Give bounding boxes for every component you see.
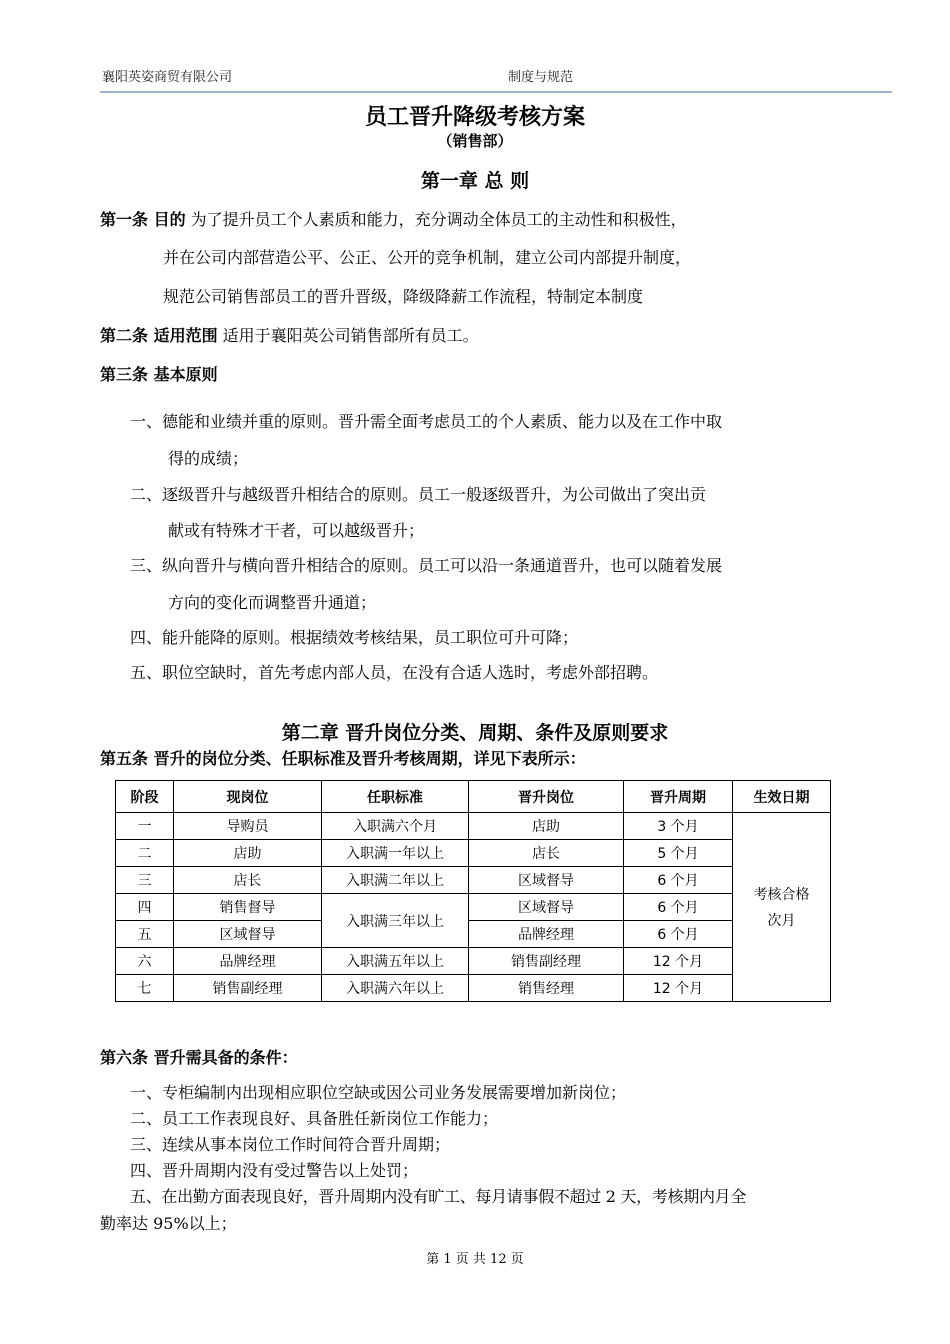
principle-2: 二、逐级晋升与越级晋升相结合的原则。员工一般逐级晋升，为公司做出了突出贡 [130,485,707,504]
document-title: 员工晋升降级考核方案 [364,105,585,130]
table-row [116,975,831,1002]
cell-current-position: 店助 [174,840,322,867]
table-header-row [116,781,831,813]
col-header-stage: 阶段 [116,781,174,813]
principle-3: 三、纵向晋升与横向晋升相结合的原则。员工可以沿一条通道晋升，也可以随着发展 [130,556,723,575]
effective-line-1: 考核合格 [753,887,810,903]
cell-target-position: 店助 [469,813,624,840]
cell-current-position: 品牌经理 [174,948,322,975]
article-2-label: 第二条 适用范围 [100,326,218,345]
cell-current-position: 销售督导 [174,894,322,921]
cell-stage: 六 [116,948,174,975]
principle-5: 五、职位空缺时，首先考虑内部人员，在没有合适人选时，考虑外部招聘。 [130,663,659,682]
condition-2: 二、员工工作表现良好、具备胜任新岗位工作能力； [130,1109,499,1128]
table-row [116,813,831,840]
cell-criteria: 入职满二年以上 [322,867,469,894]
cell-period: 3 个月 [624,813,733,840]
principle-4: 四、能升能降的原则。根据绩效考核结果，员工职位可升可降； [130,628,579,647]
article-1-label: 第一条 目的 [100,210,186,229]
col-header-effective-date: 生效日期 [733,781,831,813]
principle-1: 一、德能和业绩并重的原则。晋升需全面考虑员工的个人素质、能力以及在工作中取 [130,412,723,431]
condition-5: 五、在出勤方面表现良好，晋升周期内没有旷工、每月请事假不超过 2 天，考核期内月全 [130,1187,747,1206]
effective-line-2: 次月 [767,913,796,929]
cell-period: 6 个月 [624,867,733,894]
cell-current-position: 销售副经理 [174,975,322,1002]
article-2-text: 适用于襄阳英公司销售部所有员工。 [222,326,479,345]
cell-stage: 七 [116,975,174,1002]
article-1-line-3: 规范公司销售部员工的晋升晋级，降级降薪工作流程，特制定本制度 [163,287,644,306]
cell-period: 12 个月 [624,975,733,1002]
cell-period: 6 个月 [624,921,733,948]
condition-3: 三、连续从事本岗位工作时间符合晋升周期； [130,1135,451,1154]
table-row [116,948,831,975]
article-5: 第五条 晋升的岗位分类、任职标准及晋升考核周期，详见下表所示： [100,749,586,768]
table-row [116,840,831,867]
condition-4: 四、晋升周期内没有受过警告以上处罚； [130,1161,419,1180]
principle-1-cont: 得的成绩； [168,449,249,468]
cell-current-position: 导购员 [174,813,322,840]
header-divider [100,91,892,93]
cell-stage: 二 [116,840,174,867]
cell-period: 12 个月 [624,948,733,975]
condition-1: 一、专柜编制内出现相应职位空缺或因公司业务发展需要增加新岗位； [130,1083,627,1102]
cell-current-position: 店长 [174,867,322,894]
cell-target-position: 销售经理 [469,975,624,1002]
cell-effective-date [733,813,831,1002]
principle-3-cont: 方向的变化而调整晋升通道； [168,593,377,612]
table-row [116,867,831,894]
promotion-table [115,780,831,1002]
col-header-criteria: 任职标准 [322,781,469,813]
col-header-current-position: 现岗位 [174,781,322,813]
article-2 [100,323,479,346]
page-footer: 第 1 页 共 12 页 [426,1252,524,1267]
cell-criteria: 入职满一年以上 [322,840,469,867]
col-header-target-position: 晋升岗位 [469,781,624,813]
cell-target-position: 销售副经理 [469,948,624,975]
header-category: 制度与规范 [508,70,574,85]
cell-criteria: 入职满五年以上 [322,948,469,975]
col-header-period: 晋升周期 [624,781,733,813]
cell-stage: 五 [116,921,174,948]
cell-target-position: 品牌经理 [469,921,624,948]
cell-criteria: 入职满六个月 [322,813,469,840]
cell-criteria: 入职满六年以上 [322,975,469,1002]
cell-stage: 三 [116,867,174,894]
cell-criteria: 入职满三年以上 [322,894,469,948]
article-6: 第六条 晋升需具备的条件： [100,1048,298,1067]
document-subtitle: （销售部） [437,132,513,150]
cell-current-position: 区域督导 [174,921,322,948]
cell-target-position: 区域督导 [469,867,624,894]
cell-target-position: 店长 [469,840,624,867]
cell-stage: 一 [116,813,174,840]
table-row [116,894,831,921]
article-1-line-1 [100,207,687,230]
table-row [116,921,831,948]
chapter-2-heading: 第二章 晋升岗位分类、周期、条件及原则要求 [281,722,669,744]
cell-period: 6 个月 [624,894,733,921]
chapter-1-heading: 第一章 总 则 [420,170,530,192]
cell-stage: 四 [116,894,174,921]
article-1-text-1: 为了提升员工个人素质和能力，充分调动全体员工的主动性和积极性， [190,210,687,229]
principle-2-cont: 献或有特殊才干者，可以越级晋升； [168,521,425,540]
cell-target-position: 区域督导 [469,894,624,921]
condition-5-cont: 勤率达 95%以上； [100,1214,237,1233]
article-3-label: 第三条 基本原则 [100,365,218,384]
cell-period: 5 个月 [624,840,733,867]
article-1-line-2: 并在公司内部营造公平、公正、公开的竞争机制，建立公司内部提升制度， [163,248,692,267]
header-company: 襄阳英姿商贸有限公司 [102,70,233,85]
